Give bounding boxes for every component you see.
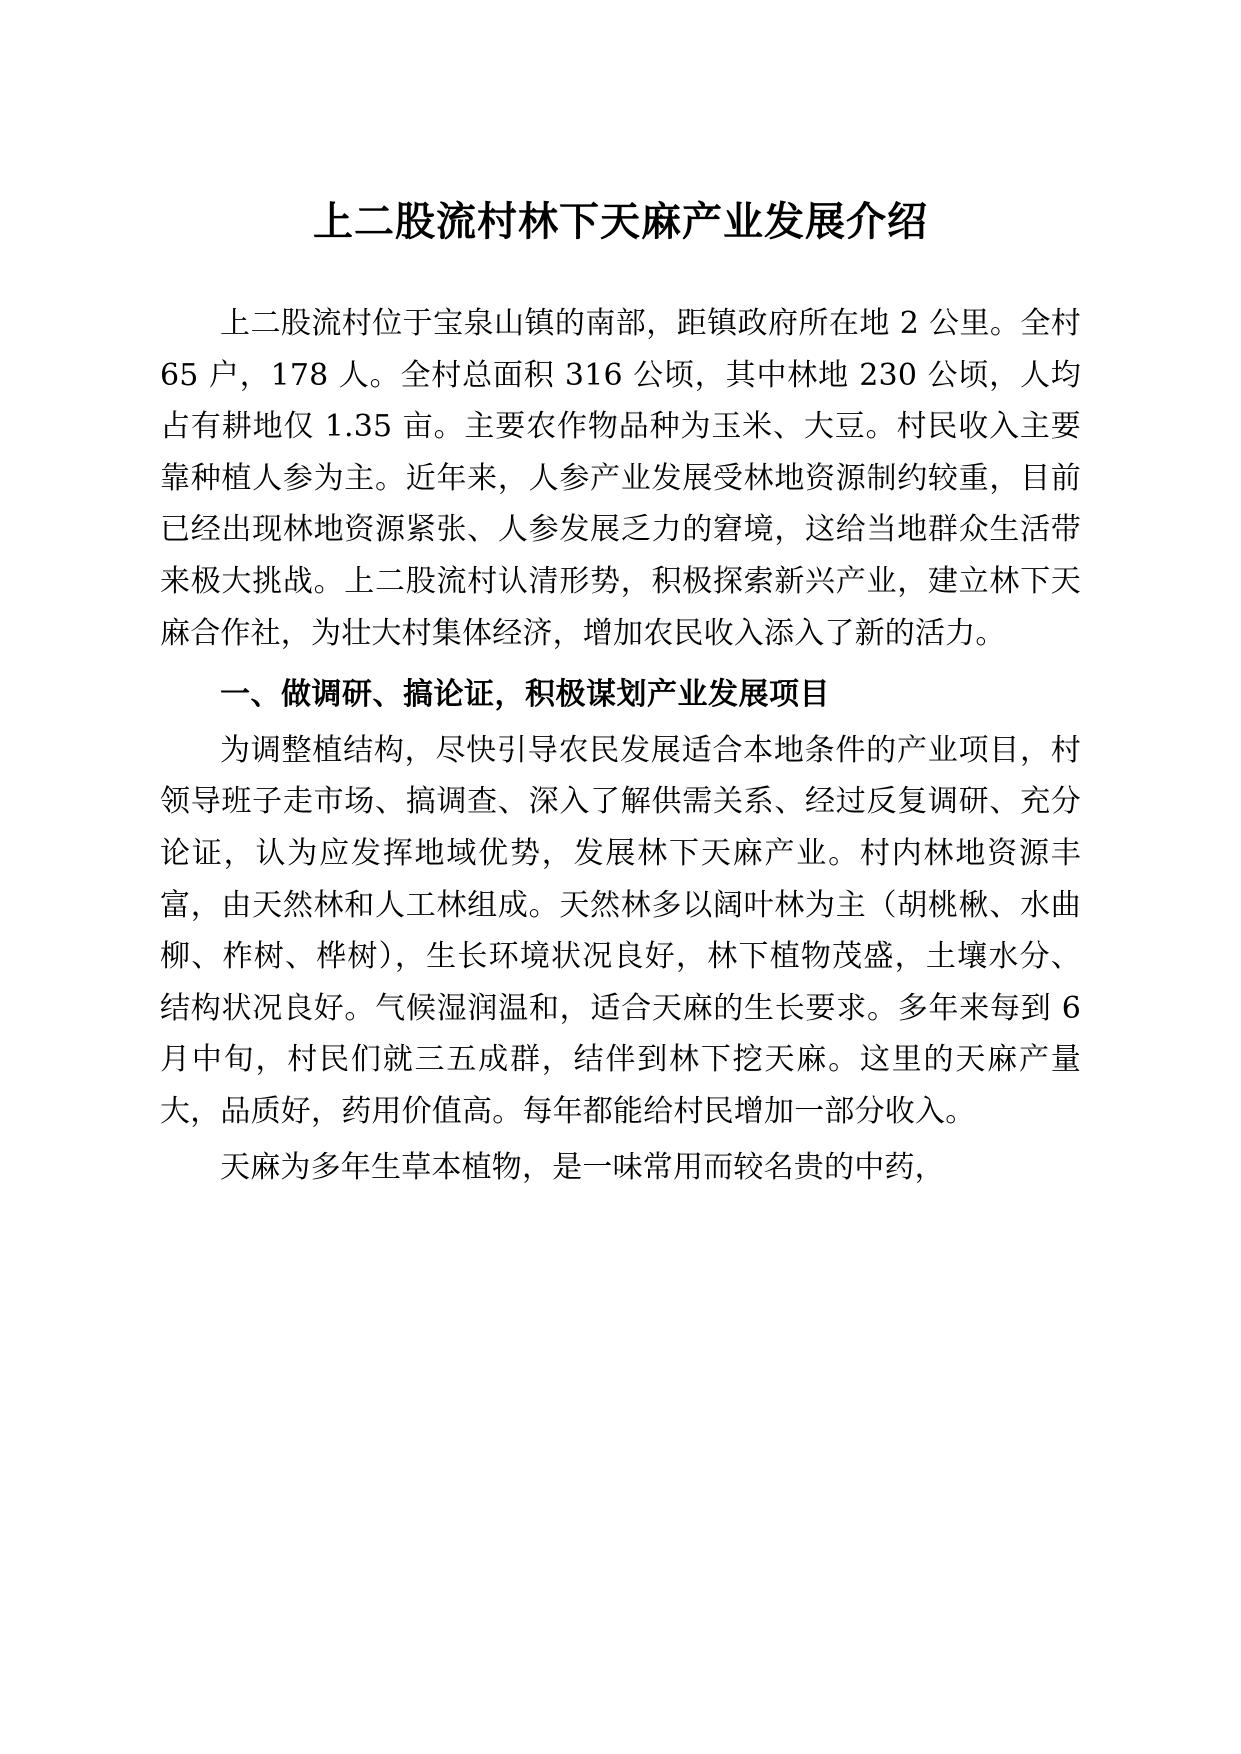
paragraph-intro: 上二股流村位于宝泉山镇的南部，距镇政府所在地 2 公里。全村 65 户，178 人。全村总面积 316 公顷，其中林地 230 公顷，人均占有耕地仅 1.35 亩。主要农作物品种为玉米、大豆。村民收入主要靠种植人参为主。近年来，人参产业发展受林地资源制约较重，目前已经出现林地资源紧张、人参发展乏力的窘境，这给当地群众生活带来极大挑战。上二股流村认清形势，积极探索新兴产业，建立林下天麻合作社，为壮大村集体经济，增加农民收入添入了新的活力。 xyxy=(160,306,1081,651)
section-heading-one: 一、做调研、搞论证，积极谋划产业发展项目 xyxy=(220,677,830,713)
paragraph-section-one-body: 为调整植结构，尽快引导农民发展适合本地条件的产业项目，村领导班子走市场、搞调查、深入了解供需关系、经过反复调研、充分论证，认为应发挥地域优势，发展林下天麻产业。村内林地资源丰富，由天然林和人工林组成。天然林多以阔叶林为主（胡桃楸、水曲柳、柞树、桦树），生长环境状况良好，林下植物茂盛，土壤水分、结构状况良好。气候湿润温和，适合天麻的生长要求。多年来每到 6 月中旬，村民们就三五成群，结伴到林下挖天麻。这里的天麻产量大，品质好，药用价值高。每年都能给村民增加一部分收入。 xyxy=(160,732,1081,1129)
page-title: 上二股流村林下天麻产业发展介绍 xyxy=(313,198,928,245)
paragraph-continuation: 天麻为多年生草本植物，是一味常用而较名贵的中药， xyxy=(220,1149,945,1185)
